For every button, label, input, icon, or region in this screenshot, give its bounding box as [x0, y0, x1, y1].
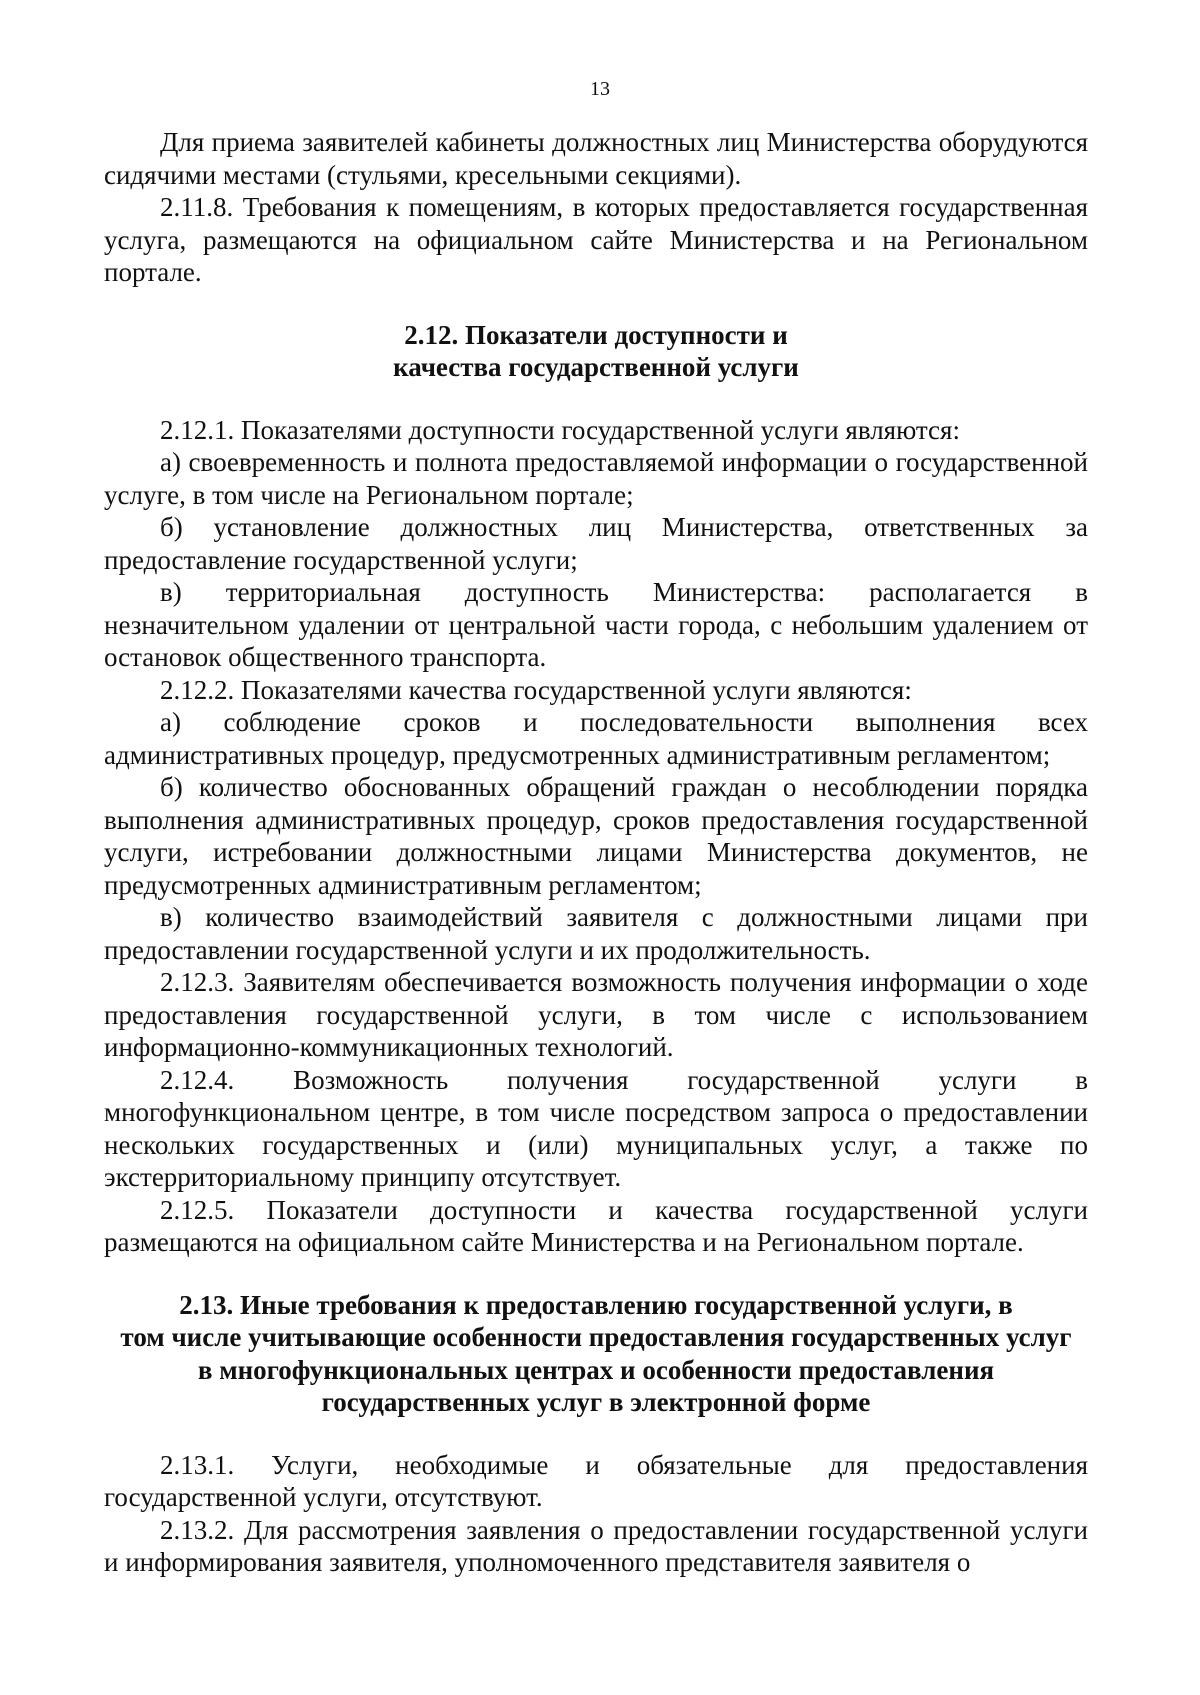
paragraph: б) количество обоснованных обращений граждан о несоблюдении порядка выполнения административных процедур, сроков предоставления государственной услуги, истребовании должностными лицами Министерства документов, не предусмотренных административным регламентом; — [104, 772, 1088, 900]
section-heading-2-13 — [104, 1289, 1088, 1419]
paragraph: 2.12.3. Заявителям обеспечивается возможность получения информации о ходе предоставления государственной услуги, в том числе с использованием информационно-коммуникационных технологий. — [104, 967, 1088, 1062]
paragraph: а) соблюдение сроков и последовательности выполнения всех административных процедур, предусмотренных административным регламентом; — [104, 707, 1088, 770]
paragraph: 2.12.1. Показателями доступности государственной услуги являются: — [160, 414, 960, 445]
heading-line: 2.12. Показатели доступности и — [404, 319, 788, 350]
heading-line: государственных услуг в электронной форме — [321, 1387, 871, 1417]
paragraph: 2.13.2. Для рассмотрения заявления о предоставлении государственной услуги и информирования заявителя, уполномоченного представителя заявителя о — [104, 1514, 1088, 1577]
section-heading-2-12 — [104, 319, 1088, 384]
heading-line: качества государственной услуги — [393, 352, 799, 382]
paragraph: б) установление должностных лиц Министерства, ответственных за предоставление государственной услуги; — [104, 512, 1088, 575]
paragraph: 2.11.8. Требования к помещениям, в которых предоставляется государственная услуга, размещаются на официальном сайте Министерства и на Региональном портале. — [104, 192, 1088, 287]
paragraph: Для приема заявителей кабинеты должностных лиц Министерства оборудуются сидячими местами (стульями, кресельными секциями). — [104, 127, 1088, 190]
paragraph: 2.13.1. Услуги, необходимые и обязательные для предоставления государственной услуги, отсутствуют. — [104, 1449, 1088, 1512]
paragraph: 2.12.5. Показатели доступности и качества государственной услуги размещаются на официальном сайте Министерства и на Региональном портале. — [104, 1194, 1088, 1257]
paragraph: 2.12.4. Возможность получения государственной услуги в многофункциональном центре, в том числе посредством запроса о предоставлении нескольких государственных и (или) муниципальных услуг, а также по экстерриториальному принципу отсутствует. — [104, 1064, 1088, 1192]
paragraph: 2.12.2. Показателями качества государственной услуги являются: — [160, 674, 912, 705]
paragraph: а) своевременность и полнота предоставляемой информации о государственной услуге, в том числе на Региональном портале; — [104, 447, 1088, 510]
heading-line: 2.13. Иные требования к предоставлению государственной услуги, в — [179, 1289, 1013, 1320]
paragraph: в) количество взаимодействий заявителя с должностными лицами при предоставлении государственной услуги и их продолжительность. — [104, 902, 1088, 965]
page-number: 13 — [590, 78, 610, 100]
document-body — [104, 126, 1088, 1579]
paragraph: в) территориальная доступность Министерства: располагается в незначительном удалении от центральной части города, с небольшим удалением от остановок общественного транспорта. — [104, 577, 1088, 672]
heading-line: том числе учитывающие особенности предоставления государственных услуг — [120, 1322, 1072, 1352]
heading-line: в многофункциональных центрах и особенности предоставления — [197, 1354, 995, 1385]
